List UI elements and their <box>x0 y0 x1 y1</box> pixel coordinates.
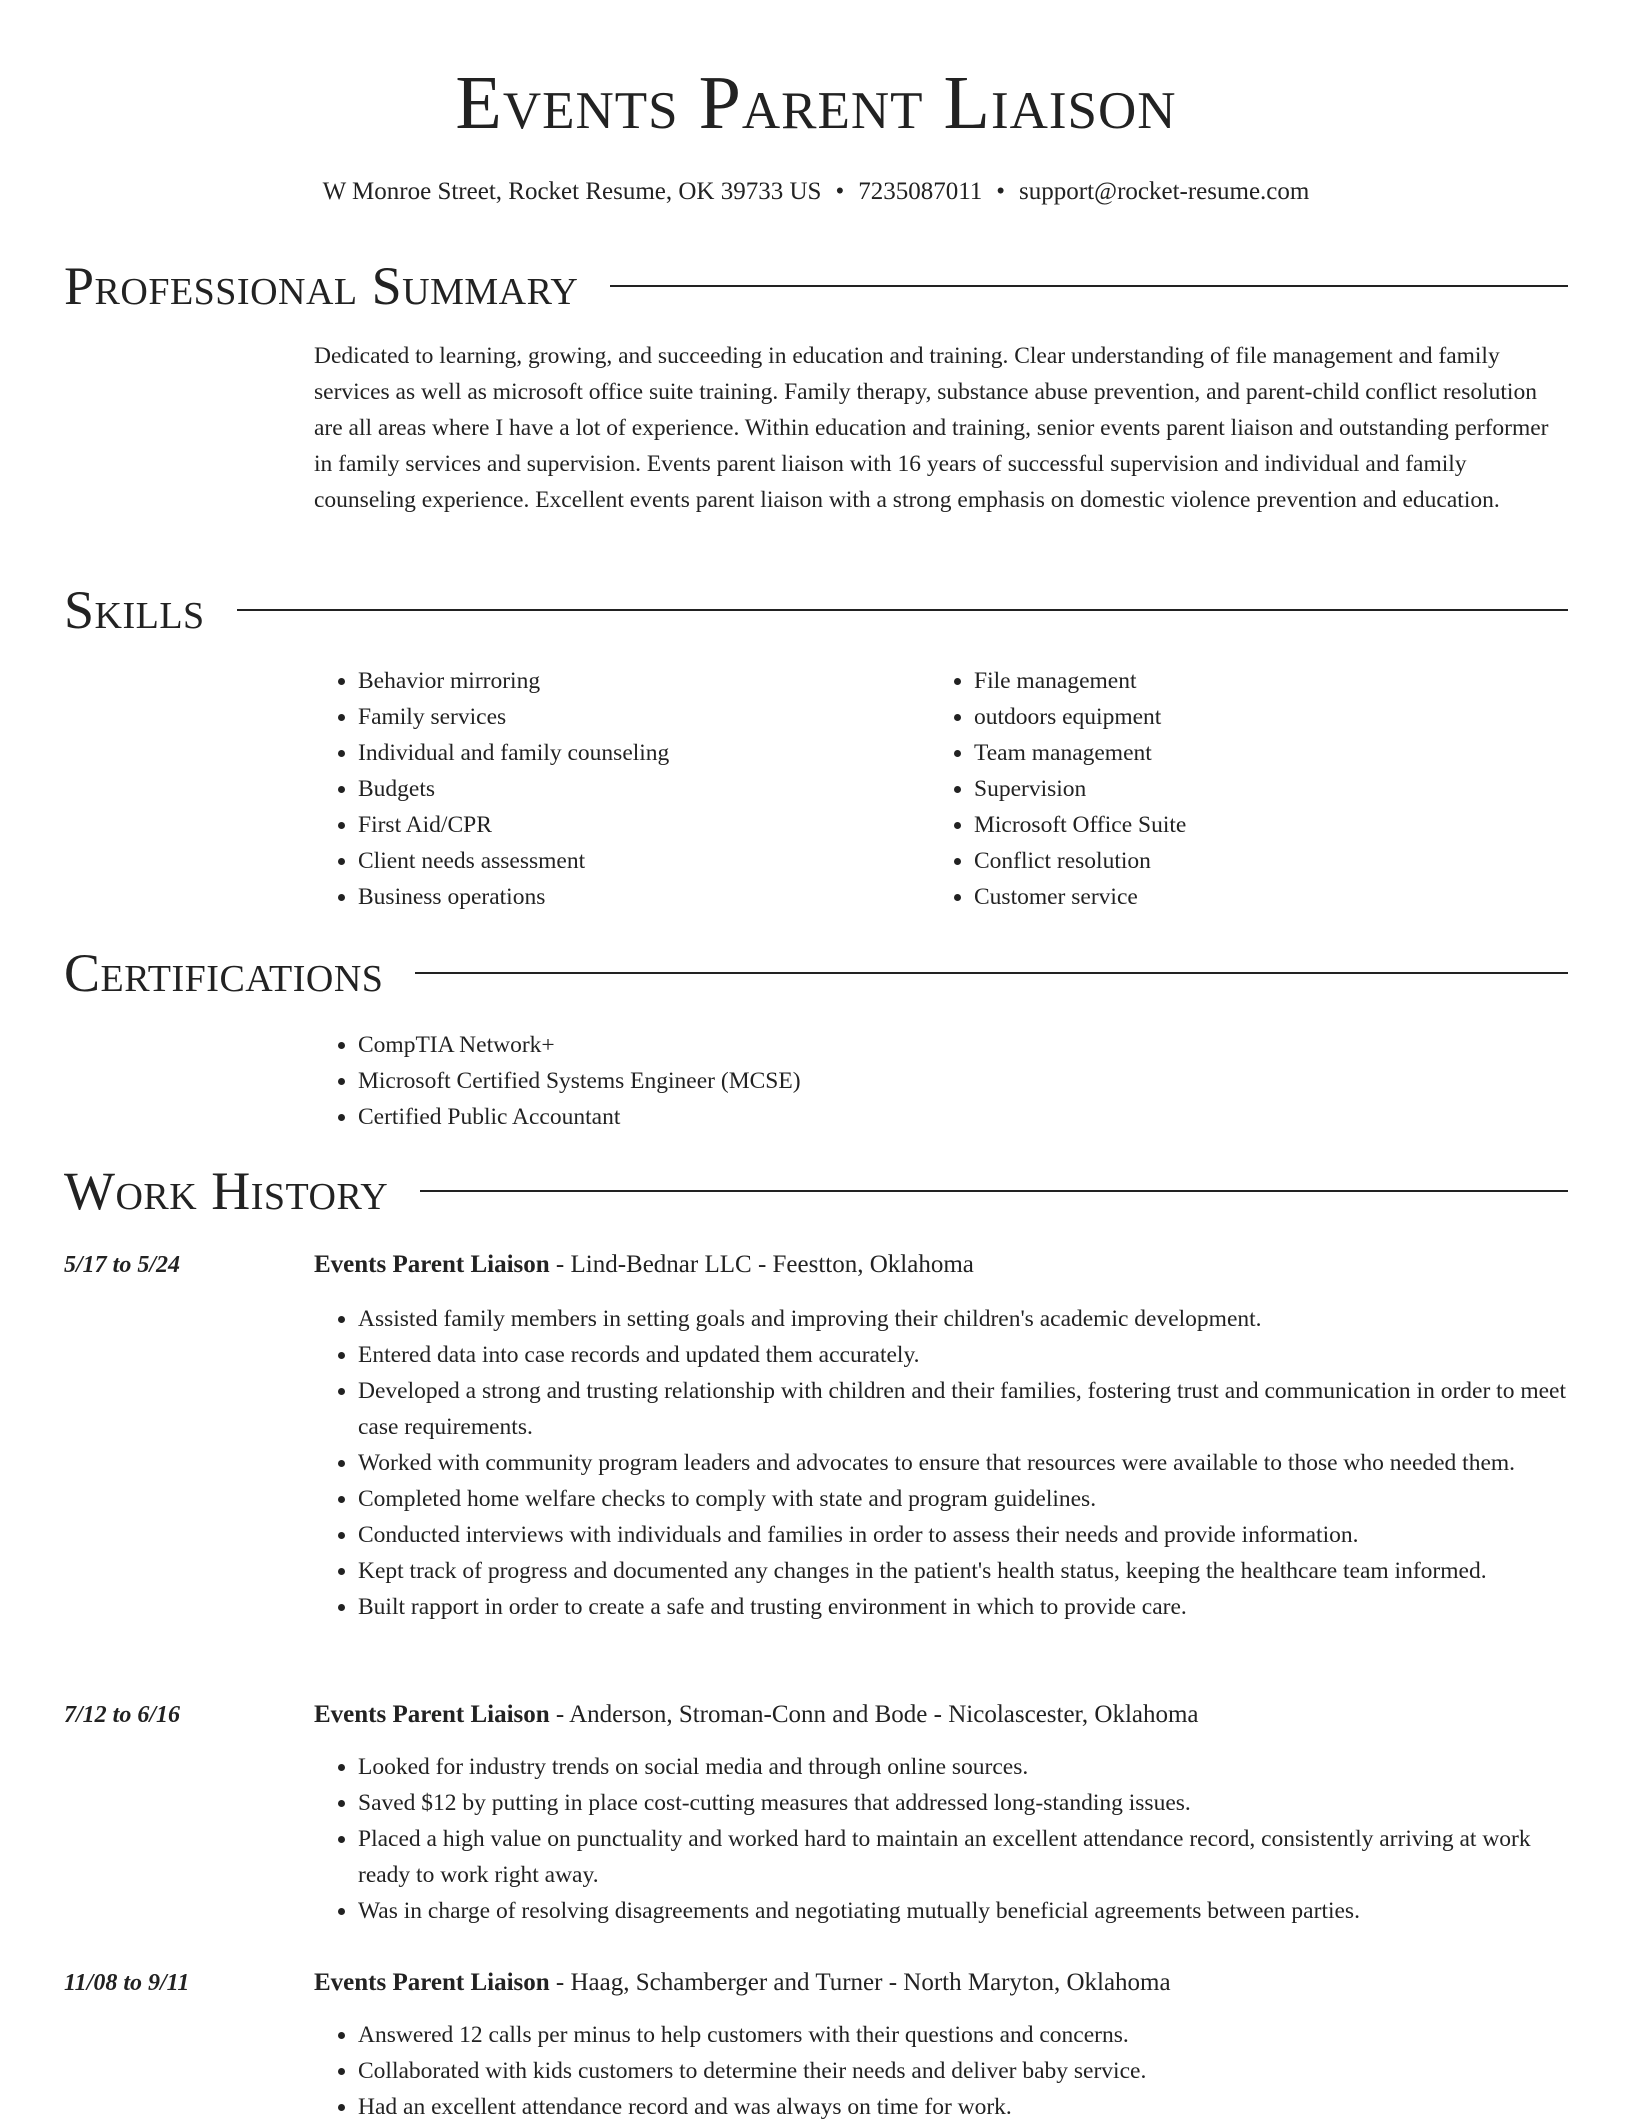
skill-item: • Customer service <box>974 879 1550 915</box>
section-header-work-history <box>64 1159 1568 1223</box>
skill-item: • Supervision <box>974 771 1550 807</box>
job-duty-item: • Had an excellent attendance record and was always on time for work. <box>358 2089 1568 2125</box>
job-company: - Lind-Bednar LLC - Feestton, Oklahoma <box>549 1251 974 1278</box>
section-title-skills: Skills <box>64 580 205 640</box>
job-duties <box>314 1301 1568 1625</box>
skill-item: • Budgets <box>358 771 914 807</box>
section-title-summary: Professional Summary <box>64 256 579 316</box>
certification-item: • Certified Public Accountant <box>358 1099 801 1135</box>
summary-text: Dedicated to learning, growing, and succeeding in education and training. Clear understanding of file management and family services as well as microsoft office suite training. Family therapy, substance abuse prevention, and parent-child conflict resolution are all areas where I have a lot of experience. Within education and training, senior events parent liaison and outstanding performer in family services and supervision. Events parent liaison with 16 years of successful supervision and individual and family counseling experience. Excellent events parent liaison with a strong emphasis on domestic violence prevention and education. <box>314 343 1549 513</box>
job-dates: 5/17 to 5/24 <box>64 1252 181 1278</box>
job-heading <box>314 1247 974 1283</box>
certification-item: • CompTIA Network+ <box>358 1027 801 1063</box>
skill-item: • Microsoft Office Suite <box>974 807 1550 843</box>
job-duties-list <box>314 1301 1568 1625</box>
skills-column-left <box>314 663 914 915</box>
skill-item: • Business operations <box>358 879 914 915</box>
section-header-summary <box>64 254 1568 318</box>
skill-item: • outdoors equipment <box>974 699 1550 735</box>
certification-item: • Microsoft Certified Systems Engineer (MCSE) <box>358 1063 801 1099</box>
job-heading <box>314 1697 1199 1733</box>
job-duties <box>314 2017 1568 2125</box>
contact-address: W Monroe Street, Rocket Resume, OK 39733 US <box>322 178 822 205</box>
job-duty-item: • Worked with community program leaders and advocates to ensure that resources were available to those who needed them. <box>358 1445 1568 1481</box>
section-header-certifications <box>64 941 1568 1005</box>
job-duty-item: • Kept track of progress and documented any changes in the patient's health status, keeping the healthcare team informed. <box>358 1553 1568 1589</box>
section-divider <box>415 972 1568 974</box>
skill-item: • Conflict resolution <box>974 843 1550 879</box>
section-divider <box>610 285 1568 287</box>
section-divider <box>420 1190 1568 1192</box>
section-divider <box>237 609 1568 611</box>
job-duty-item: • Conducted interviews with individuals and families in order to assess their needs and provide information. <box>358 1517 1568 1553</box>
job-dates: 7/12 to 6/16 <box>64 1702 181 1728</box>
job-duty-item: • Assisted family members in setting goals and improving their children's academic development. <box>358 1301 1568 1337</box>
skill-item: • Client needs assessment <box>358 843 914 879</box>
job-heading <box>314 1965 1171 2001</box>
job-duty-item: • Built rapport in order to create a safe and trusting environment in which to provide care. <box>358 1589 1568 1625</box>
skills-list-right <box>930 663 1550 915</box>
job-duty-item: • Placed a high value on punctuality and worked hard to maintain an excellent attendance record, consistently arriving at work ready to work right away. <box>358 1821 1568 1893</box>
job-duties <box>314 1749 1568 1929</box>
candidate-name: Events Parent Liaison <box>455 61 1177 145</box>
job-duty-item: • Completed home welfare checks to comply with state and program guidelines. <box>358 1481 1568 1517</box>
job-duty-item: • Entered data into case records and updated them accurately. <box>358 1337 1568 1373</box>
job-company: - Haag, Schamberger and Turner - North Maryton, Oklahoma <box>549 1969 1171 1996</box>
job-duty-item: • Collaborated with kids customers to determine their needs and deliver baby service. <box>358 2053 1568 2089</box>
certifications-block <box>314 1027 801 1135</box>
job-duty-item: • Was in charge of resolving disagreements and negotiating mutually beneficial agreements between parties. <box>358 1893 1568 1929</box>
job-dates: 11/08 to 9/11 <box>64 1970 190 1996</box>
job-title: Events Parent Liaison <box>314 1969 550 1996</box>
section-title-work-history: Work History <box>64 1161 389 1221</box>
job-duty-item: • Answered 12 calls per minus to help customers with their questions and concerns. <box>358 2017 1568 2053</box>
job-duty-item: • Looked for industry trends on social media and through online sources. <box>358 1749 1568 1785</box>
skill-item: • Family services <box>358 699 914 735</box>
job-title: Events Parent Liaison <box>314 1701 550 1728</box>
contact-separator: • <box>835 178 845 205</box>
job-duties-list <box>314 1749 1568 1929</box>
section-header-skills <box>64 578 1568 642</box>
skills-column-right <box>930 663 1550 915</box>
job-duties-list <box>314 2017 1568 2125</box>
contact-phone: 7235087011 <box>858 178 983 205</box>
contact-email: support@rocket-resume.com <box>1019 178 1310 205</box>
job-title: Events Parent Liaison <box>314 1251 550 1278</box>
skill-item: • Team management <box>974 735 1550 771</box>
contact-separator: • <box>996 178 1006 205</box>
certifications-list <box>314 1027 801 1135</box>
skill-item: • Behavior mirroring <box>358 663 914 699</box>
skill-item: • Individual and family counseling <box>358 735 914 771</box>
job-company: - Anderson, Stroman-Conn and Bode - Nicolascester, Oklahoma <box>549 1701 1199 1728</box>
section-title-certifications: Certifications <box>64 943 384 1003</box>
skills-list-left <box>314 663 914 915</box>
job-duty-item: • Developed a strong and trusting relationship with children and their families, fostering trust and communication in order to meet case requirements. <box>358 1373 1568 1445</box>
contact-line <box>0 174 1632 210</box>
skill-item: • File management <box>974 663 1550 699</box>
skill-item: • First Aid/CPR <box>358 807 914 843</box>
job-duty-item: • Saved $12 by putting in place cost-cutting measures that addressed long-standing issues. <box>358 1785 1568 1821</box>
